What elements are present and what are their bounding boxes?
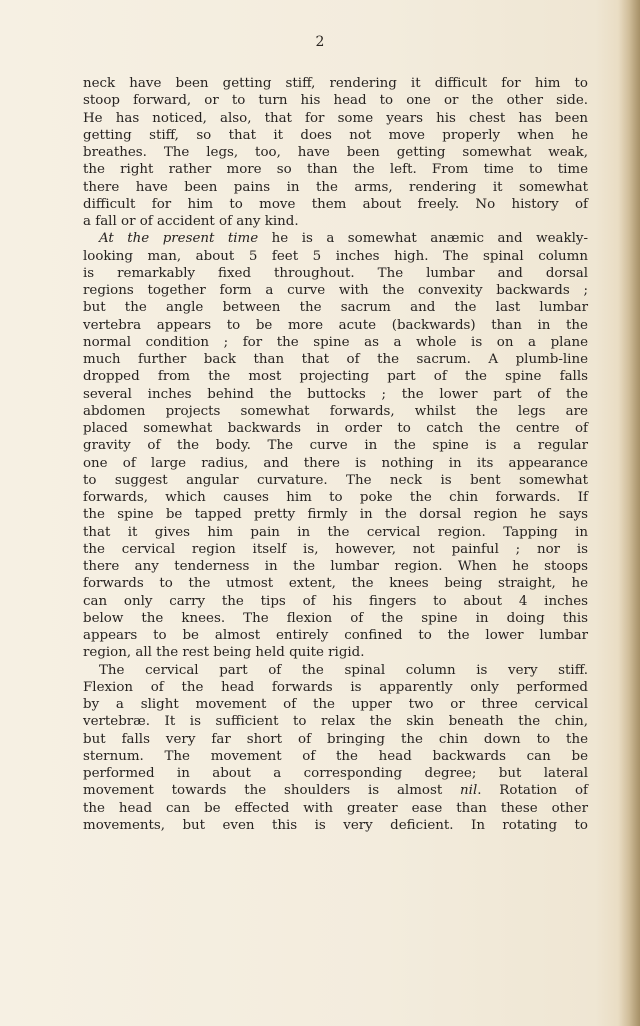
text-line: is remarkably fixed throughout. The lumbar and dorsal [83,265,588,281]
text-line: regions together form a curve with the convexity backwards ; [83,283,588,298]
text-line: looking man, about 5 feet 5 inches high. The spinal column [83,248,588,264]
text-line: the right rather more so than the left. From time to time [83,162,588,178]
text-line: can only carry the tips of his fingers to about 4 inches [83,593,588,609]
text-line: breathes. The legs, too, have been getting somewhat weak, [83,145,588,160]
text-line: difficult for him to move them about freely. No history of [83,196,588,212]
text-line: vertebræ. It is sufficient to relax the skin beneath the chin, [83,714,588,730]
text-line: but the angle between the sacrum and the last lumbar [83,300,588,316]
text-line: that it gives him pain in the cervical region. Tapping in [83,524,588,540]
text-line: sternum. The movement of the head backwards can be [83,748,588,764]
text-line-rest: he is a somewhat anæmic and weakly- [271,231,588,247]
text-line: Flexion of the head forwards is apparently only performed [83,679,588,695]
text-line: vertebra appears to be more acute (backwards) than in the [83,317,588,333]
text-line: a fall or of accident of any kind. [83,214,299,229]
page-number: 2 [315,34,325,50]
text-line: The cervical part of the spinal column is very stiff. [99,662,588,678]
text-line: several inches behind the buttocks ; the lower part of the [83,386,588,402]
body-text [83,75,588,834]
text-line: much further back than that of the sacrum. A plumb-line [83,352,588,367]
text-line: neck have been getting stiff, rendering it difficult for him to [83,76,588,91]
text-line: appears to be almost entirely confined to the lower lumbar [83,628,588,643]
text-line: performed in about a corresponding degree; but lateral [83,766,588,781]
text-line: but falls very far short of bringing the chin down to the [83,731,588,747]
text-line: forwards, which causes him to poke the chin forwards. If [83,490,588,505]
text-line: to suggest angular curvature. The neck is bent somewhat [83,472,588,488]
text-line: below the knees. The flexion of the spine in doing this [83,610,588,626]
text-line: He has noticed, also, that for some years his chest has been [83,110,588,126]
text-line [83,230,588,247]
text-line: the spine be tapped pretty firmly in the dorsal region he says [83,507,588,523]
text-line: normal condition ; for the spine as a whole is on a plane [83,334,588,350]
text-line: there any tenderness in the lumbar region. When he stoops [83,559,588,574]
text-line: dropped from the most projecting part of the spine falls [83,369,588,385]
text-line: movements, but even this is very deficient. In rotating to [83,817,588,833]
text-line: gravity of the body. The curve in the spine is a regular [83,438,588,454]
text-line: stoop forward, or to turn his head to one or the other side. [83,93,588,109]
text-line: the cervical region itself is, however, not painful ; nor is [83,541,588,557]
text-line: by a slight movement of the upper two or three cervical [83,697,588,712]
italic-phrase: At the present time [99,231,259,247]
page-edge-shadow [618,0,640,1026]
text-line-part: . Rotation of [477,783,588,799]
text-line: forwards to the utmost extent, the knees being straight, he [83,576,588,592]
text-line: one of large radius, and there is nothing in its appearance [83,455,588,471]
text-line-part: movement towards the shoulders is almost [83,783,443,799]
text-line: placed somewhat backwards in order to catch the centre of [83,421,588,436]
text-line: there have been pains in the arms, rendering it somewhat [83,179,588,195]
text-line: the head can be effected with greater ease than these other [83,800,588,816]
text-line: getting stiff, so that it does not move properly when he [83,127,588,143]
text-line: abdomen projects somewhat forwards, whilst the legs are [83,403,588,419]
text-line [83,782,588,799]
italic-phrase: nil [460,783,478,799]
text-line: region, all the rest being held quite rigid. [83,645,365,661]
